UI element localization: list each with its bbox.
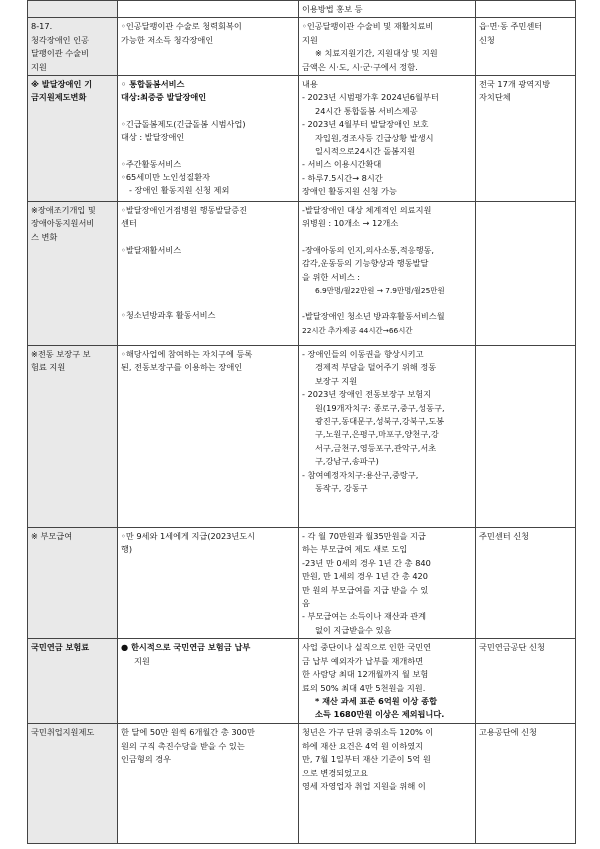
text-line	[121, 145, 295, 158]
text-line: 장애인 활동지원 신청 가능	[302, 186, 397, 197]
text-line: 8-17.	[31, 21, 53, 32]
text-line: 행)	[121, 544, 133, 555]
application-cell	[476, 202, 576, 346]
text-line: ※전동 보장구 보	[31, 349, 91, 360]
text-line: -장애아동의 인지,의사소통,적응행동,	[302, 244, 435, 255]
text-line: 지원	[302, 34, 318, 45]
text-line: 금액은 시·도, 시·군·구에서 정함.	[302, 61, 418, 72]
application-cell	[476, 76, 576, 202]
text-line: ◦ 통합돌봄서비스	[121, 79, 185, 90]
application-cell	[476, 639, 576, 724]
text-line: 지원	[31, 61, 47, 72]
text-line: 달팽이관 수술비	[31, 48, 89, 59]
text-line: 센터	[121, 218, 137, 229]
text-line: ※ 치료지원기간, 지원대상 및 지원	[315, 48, 438, 59]
text-line: 지원	[134, 655, 150, 666]
text-line: ※장애조기개입 및	[31, 205, 96, 216]
text-line: ● 한시적으로 국민연금 보험금 납부	[121, 642, 251, 653]
table-row	[28, 202, 576, 346]
text-line: 위병원 : 10개소 → 12개소	[302, 218, 399, 229]
text-line: ◦인공달팽이관 수술로 청력회복이	[121, 21, 242, 32]
text-line: 스 변화	[31, 231, 58, 242]
text-line: 영세 자영업자 취업 지원을 위해 이	[302, 780, 426, 791]
text-line: 청년은 가구 단위 중위소득 120% 이	[302, 727, 434, 738]
text-line: 한 달에 50만 원씩 6개월간 총 300만	[121, 727, 255, 738]
text-line	[121, 231, 295, 244]
text-line: 으로 변경되었고요	[302, 767, 368, 778]
text-line: 24시간 통합돌봄 서비스제공	[315, 105, 418, 116]
row-label-cell	[28, 346, 118, 528]
text-line: 인금형의 경우	[121, 754, 172, 765]
text-line: 한 사람당 최대 12개월까지 월 보험	[302, 669, 429, 680]
row-label-cell	[28, 202, 118, 346]
text-line: 구,노원구,은평구,마포구,양천구,강	[315, 429, 439, 440]
target-cell	[118, 18, 299, 76]
text-line: ◦주간활동서비스	[121, 158, 182, 169]
application-cell	[476, 724, 576, 844]
text-line: ◦발달장애인거점병원 행동발달증진	[121, 205, 248, 216]
text-line: - 각 월 70만원과 월35만원을 지급	[302, 531, 426, 542]
text-line: ◦해당사업에 참여하는 자치구에 등록	[121, 349, 253, 360]
text-line: 원의 구직 촉진수당을 받을 수 있는	[121, 740, 245, 751]
text-line: 내용	[302, 79, 318, 90]
text-line: ◦발달재활서비스	[121, 244, 182, 255]
text-line: - 2023년 4월부터 발달장애인 보호	[302, 119, 429, 130]
text-line: 험료 지원	[31, 362, 66, 373]
text-line: - 2023년 장애인 전동보장구 보험지	[302, 389, 432, 400]
text-line	[121, 296, 295, 309]
text-line: 광진구,동대문구,성북구,강북구,도봉	[315, 416, 445, 427]
application-cell	[476, 18, 576, 76]
table-row	[28, 76, 576, 202]
text-line: - 장애인들의 이동권을 향상시키고	[302, 349, 424, 360]
text-line: 서구,금천구,영등포구,관악구,서초	[315, 442, 437, 453]
text-line: - 장애인 활동지원 신청 제외	[129, 185, 230, 196]
text-line: 만 원의 부모급여를 지급 받을 수 있	[302, 584, 429, 595]
text-line: 을 위한 서비스 :	[302, 271, 361, 282]
content-cell	[299, 639, 476, 724]
text-line: ◦청소년방과후 활동서비스	[121, 310, 216, 321]
target-cell	[118, 528, 299, 639]
text-line: -발달장애인 대상 체계적인 의료지원	[302, 205, 432, 216]
text-line: 6.9만명/월22만원 → 7.9만명/월25만원	[315, 286, 445, 296]
text-line: 금지원제도변화	[31, 92, 87, 103]
text-line: 없이 지급받을수 있음	[315, 624, 392, 635]
text-line: 전국 17개 광역지방	[479, 79, 550, 90]
row-label-cell	[28, 639, 118, 724]
text-line: -발달장애인 청소년 방과후활동서비스월	[302, 311, 445, 322]
text-line: 22시간 추가제공 44시간→66시간	[302, 325, 413, 335]
text-line: 하는 부모급여 제도 새로 도입	[302, 544, 408, 555]
text-line: 대상:최중증 발달장애인	[121, 92, 207, 103]
text-line: - 하루7.5시간→ 8시간	[302, 172, 383, 183]
text-line: 대상 : 발달장애인	[121, 132, 185, 143]
text-line: - 서비스 이용시간확대	[302, 159, 382, 170]
text-line	[121, 257, 295, 270]
target-cell	[118, 1, 299, 18]
text-line: 감각,운동등의 기능향상과 행동발달	[302, 258, 429, 269]
text-line: 자치단체	[479, 92, 511, 103]
row-label-cell	[28, 724, 118, 844]
text-line: 국민연금공단 신청	[479, 642, 545, 653]
row-label-cell	[28, 1, 118, 18]
text-line: 하에 재산 요건은 4억 원 이하였지	[302, 740, 424, 751]
text-line: 청각장애인 인공	[31, 34, 89, 45]
table-row	[28, 1, 576, 18]
text-line: 음	[302, 598, 310, 609]
text-line: 원(19개자치구: 종로구,중구,성동구,	[315, 402, 445, 413]
content-cell	[299, 18, 476, 76]
text-line	[121, 105, 295, 118]
row-label-cell	[28, 18, 118, 76]
text-line: * 재산 과세 표준 6억원 이상 종합	[315, 695, 437, 706]
text-line: ◦긴급돌봄제도(긴급돌봄 시범사업)	[121, 118, 246, 129]
text-line	[121, 270, 295, 283]
text-line: 구,강남구,송파구)	[315, 456, 379, 467]
content-cell	[299, 346, 476, 528]
table-row	[28, 346, 576, 528]
target-cell	[118, 346, 299, 528]
text-line: 경제적 부담을 덜어주기 위해 정동	[315, 362, 437, 373]
text-line: 동작구, 강동구	[315, 483, 368, 494]
document-table	[27, 0, 576, 844]
content-cell	[299, 202, 476, 346]
target-cell	[118, 639, 299, 724]
table-row	[28, 18, 576, 76]
application-cell	[476, 1, 576, 18]
target-cell	[118, 76, 299, 202]
content-cell	[299, 1, 476, 18]
text-line	[302, 297, 472, 310]
table-row	[28, 639, 576, 724]
text-line: - 참여예정자치구:용산구,중랑구,	[302, 469, 419, 480]
text-line: 보장구 지원	[315, 375, 358, 386]
text-line: - 2023년 시범평가후 2024년6월부터	[302, 92, 439, 103]
row-label-cell	[28, 76, 118, 202]
text-line: ※ 발달장애인 기	[31, 79, 93, 90]
text-line: 신청	[479, 34, 495, 45]
content-cell	[299, 528, 476, 639]
text-line: -23년 만 0세의 경우 1년 간 총 840	[302, 557, 431, 568]
text-line: ◦65세미만 노인성질환자	[121, 172, 211, 183]
text-line: 고용공단에 신청	[479, 727, 537, 738]
text-line: 자입원,경조사등 긴급상황 발생시	[315, 132, 434, 143]
text-line: 된, 전동보장구를 이용하는 장애인	[121, 362, 243, 373]
text-line: 소득 1680만원 이상은 제외됩니다.	[315, 709, 445, 720]
text-line: 국민취업지원제도	[31, 727, 95, 738]
content-cell	[299, 76, 476, 202]
table-row	[28, 724, 576, 844]
table-row	[28, 528, 576, 639]
text-line: 국민연금 보험료	[31, 642, 90, 653]
text-line: - 부모급여는 소득이나 재산과 관계	[302, 611, 427, 622]
target-cell	[118, 724, 299, 844]
text-line: 금 납부 예외자가 납부를 재개하면	[302, 655, 424, 666]
text-line: 만, 7월 1일부터 재산 기준이 5억 원	[302, 754, 431, 765]
text-line: 이용방법 홍보 등	[302, 4, 363, 14]
target-cell	[118, 202, 299, 346]
text-line: 가능한 저소득 청각장애인	[121, 34, 214, 45]
text-line	[302, 231, 472, 244]
text-line	[121, 283, 295, 296]
application-cell	[476, 528, 576, 639]
text-line: 일시적으로24시간 돌봄지원	[315, 146, 416, 157]
application-cell	[476, 346, 576, 528]
text-line: 료의 50% 최대 4만 5천원을 지원.	[302, 682, 426, 693]
row-label-cell	[28, 528, 118, 639]
text-line: 읍·면·동 주민센터	[479, 21, 543, 32]
content-cell	[299, 724, 476, 844]
text-line: 주민센터 신청	[479, 531, 530, 542]
text-line: ◦만 9세와 1세에게 지급(2023년도시	[121, 531, 256, 542]
text-line: ◦인공달팽이관 수술비 및 재활치료비	[302, 21, 434, 32]
text-line: 만원, 만 1세의 경우 1년 간 총 420	[302, 571, 428, 582]
text-line: ※ 부모급여	[31, 531, 73, 542]
text-line: 사업 중단이나 실직으로 인한 국민연	[302, 642, 432, 653]
text-line: 장애아동지원서비	[31, 218, 95, 229]
